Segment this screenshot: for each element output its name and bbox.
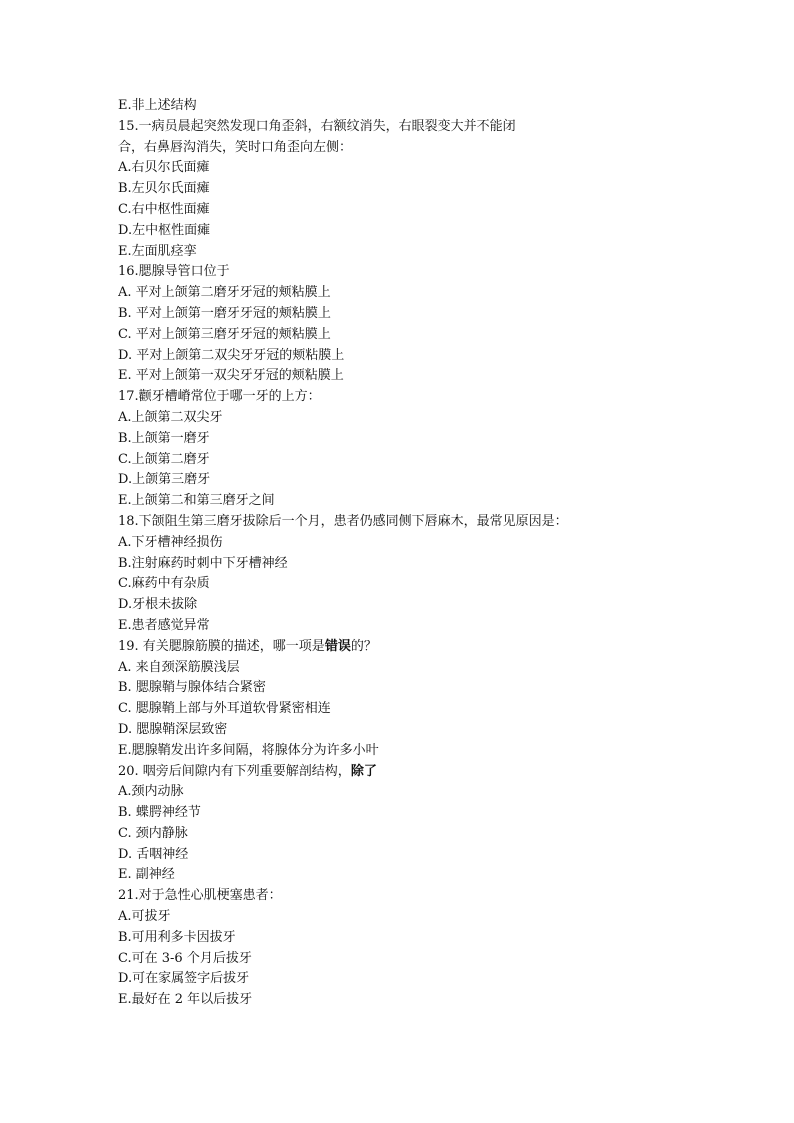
line-text: 合，右鼻唇沟消失，笑时口角歪向左侧： — [118, 139, 353, 155]
text-line — [118, 512, 678, 533]
line-text: A. 平对上颌第二磨牙牙冠的颊粘膜上 — [118, 285, 331, 301]
text-line — [118, 782, 678, 803]
line-text: C.麻药中有杂质 — [118, 576, 210, 592]
line-text: B.注射麻药时刺中下牙槽神经 — [118, 555, 288, 571]
text-line — [118, 928, 678, 949]
line-text: 18.下颌阻生第三磨牙拔除后一个月，患者仍感同侧下唇麻木，最常见原因是： — [118, 513, 568, 529]
text-line — [118, 574, 678, 595]
line-text: E.患者感觉异常 — [118, 617, 210, 633]
line-text: D.左中枢性面瘫 — [118, 222, 211, 238]
text-line — [118, 96, 678, 117]
line-text: C. 腮腺鞘上部与外耳道软骨紧密相连 — [118, 701, 331, 717]
line-text: E. 平对上颌第一双尖牙牙冠的颊粘膜上 — [118, 368, 344, 384]
line-text: A.下牙槽神经损伤 — [118, 534, 223, 550]
line-text: A. 来自颈深筋膜浅层 — [118, 659, 240, 675]
emphasis-text: 除了 — [350, 763, 377, 779]
line-text: D.可在家属签字后拔牙 — [118, 971, 250, 987]
line-text: A.上颌第二双尖牙 — [118, 409, 223, 425]
text-line — [118, 491, 678, 512]
line-text: E.非上述结构 — [118, 98, 197, 113]
line-text-tail: 的？ — [350, 638, 377, 654]
text-line — [118, 242, 678, 263]
text-line — [118, 408, 678, 429]
text-line — [118, 595, 678, 616]
text-line — [118, 907, 678, 928]
text-line — [118, 366, 678, 387]
text-line — [118, 845, 678, 866]
text-line — [118, 450, 678, 471]
line-text: E.腮腺鞘发出许多间隔，将腺体分为许多小叶 — [118, 742, 379, 758]
text-line — [118, 138, 678, 159]
text-line — [118, 699, 678, 720]
line-text: C.可在 3-6 个月后拔牙 — [118, 950, 252, 966]
line-text: 15.一病员晨起突然发现口角歪斜，右额纹消失，右眼裂变大并不能闭 — [118, 118, 516, 134]
line-text: A.可拔牙 — [118, 909, 171, 925]
line-text: C. 颈内静脉 — [118, 825, 188, 841]
text-line — [118, 741, 678, 762]
line-text: D. 平对上颌第二双尖牙牙冠的颊粘膜上 — [118, 347, 345, 363]
line-text: D. 腮腺鞘深层致密 — [118, 721, 228, 737]
text-line — [118, 304, 678, 325]
text-line — [118, 429, 678, 450]
line-text: D. 舌咽神经 — [118, 846, 189, 862]
question-text-block — [118, 96, 678, 1011]
text-line — [118, 762, 678, 783]
text-line — [118, 865, 678, 886]
line-text: B. 平对上颌第一磨牙牙冠的颊粘膜上 — [118, 305, 331, 321]
text-line — [118, 803, 678, 824]
line-text: C. 平对上颌第三磨牙牙冠的颊粘膜上 — [118, 326, 331, 342]
text-line — [118, 969, 678, 990]
line-text: 17.颧牙槽嵴常位于哪一牙的上方： — [118, 389, 321, 405]
text-line — [118, 554, 678, 575]
text-line — [118, 283, 678, 304]
line-text: B.左贝尔氏面瘫 — [118, 181, 210, 197]
line-text: B. 蝶腭神经节 — [118, 805, 201, 821]
line-text: C.上颌第二磨牙 — [118, 451, 210, 467]
text-line — [118, 158, 678, 179]
emphasis-text: 错误 — [324, 638, 351, 654]
text-line — [118, 221, 678, 242]
text-line — [118, 637, 678, 658]
text-line — [118, 658, 678, 679]
text-line — [118, 470, 678, 491]
line-text: A.颈内动脉 — [118, 784, 184, 800]
line-text: E. 副神经 — [118, 867, 175, 883]
text-line — [118, 616, 678, 637]
line-text: A.右贝尔氏面瘫 — [118, 160, 210, 176]
line-text: E.最好在 2 年以后拔牙 — [118, 992, 253, 1008]
line-text: 20. 咽旁后间隙内有下列重要解剖结构， — [118, 763, 351, 779]
text-line — [118, 179, 678, 200]
line-text: D.牙根未拔除 — [118, 597, 198, 613]
line-text: 21.对于急性心肌梗塞患者： — [118, 888, 282, 904]
text-line — [118, 990, 678, 1011]
text-line — [118, 346, 678, 367]
text-line — [118, 720, 678, 741]
line-text: E.左面肌痉挛 — [118, 243, 197, 259]
text-line — [118, 262, 678, 283]
text-line — [118, 200, 678, 221]
line-text: E.上颌第二和第三磨牙之间 — [118, 493, 275, 509]
text-line — [118, 387, 678, 408]
text-line — [118, 886, 678, 907]
line-text: B.可用利多卡因拔牙 — [118, 929, 236, 945]
line-text: D.上颌第三磨牙 — [118, 472, 211, 488]
text-line — [118, 949, 678, 970]
line-text: B.上颌第一磨牙 — [118, 430, 210, 446]
text-line — [118, 824, 678, 845]
line-text: C.右中枢性面瘫 — [118, 201, 210, 217]
line-text: 19. 有关腮腺筋膜的描述，哪一项是 — [118, 638, 325, 654]
text-line — [118, 678, 678, 699]
line-text: 16.腮腺导管口位于 — [118, 264, 230, 280]
line-text: B. 腮腺鞘与腺体结合紧密 — [118, 680, 266, 696]
text-line — [118, 117, 678, 138]
text-line — [118, 533, 678, 554]
text-line — [118, 325, 678, 346]
